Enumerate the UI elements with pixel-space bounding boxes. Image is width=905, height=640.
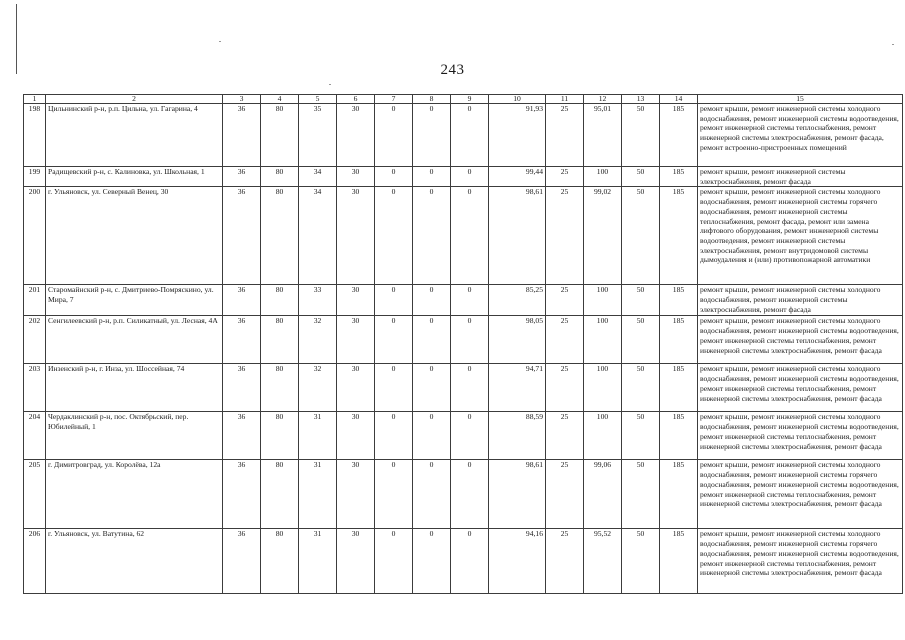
value-cell-7: 0 [375, 167, 413, 187]
value-cell-10: 98,61 [489, 460, 546, 529]
value-cell-13: 50 [622, 285, 660, 316]
value-cell-12: 99,06 [584, 460, 622, 529]
value-cell-14: 185 [660, 529, 698, 594]
value-cell-8: 0 [413, 412, 451, 460]
column-header-9: 9 [451, 95, 489, 104]
value-cell-5: 32 [299, 316, 337, 364]
row-number: 201 [24, 285, 46, 316]
table-row [24, 285, 903, 316]
value-cell-3: 36 [223, 412, 261, 460]
value-cell-14: 185 [660, 316, 698, 364]
row-number: 199 [24, 167, 46, 187]
value-cell-14: 185 [660, 104, 698, 167]
value-cell-8: 0 [413, 529, 451, 594]
column-header-7: 7 [375, 95, 413, 104]
value-cell-4: 80 [261, 104, 299, 167]
column-header-11: 11 [546, 95, 584, 104]
value-cell-7: 0 [375, 285, 413, 316]
works-cell: ремонт крыши, ремонт инженерной системы холодного водоснабжения, ремонт инженерной системы водоотведения, ремонт инженерной системы теплоснабжения, ремонт инженерной системы электроснабжения, ремонт фасада, ремонт встроенно-пристроенных помещений [698, 104, 903, 167]
value-cell-11: 25 [546, 364, 584, 412]
column-header-14: 14 [660, 95, 698, 104]
value-cell-11: 25 [546, 529, 584, 594]
value-cell-5: 34 [299, 187, 337, 285]
value-cell-4: 80 [261, 460, 299, 529]
value-cell-10: 91,93 [489, 104, 546, 167]
value-cell-9: 0 [451, 460, 489, 529]
column-header-15: 15 [698, 95, 903, 104]
address-cell: г. Ульяновск, ул. Ватутина, 62 [46, 529, 223, 594]
value-cell-3: 36 [223, 460, 261, 529]
value-cell-7: 0 [375, 460, 413, 529]
repair-register-table [23, 94, 903, 594]
value-cell-13: 50 [622, 529, 660, 594]
address-cell: г. Ульяновск, ул. Северный Венец, 30 [46, 187, 223, 285]
value-cell-10: 94,16 [489, 529, 546, 594]
value-cell-12: 95,52 [584, 529, 622, 594]
table-row [24, 187, 903, 285]
value-cell-6: 30 [337, 529, 375, 594]
value-cell-9: 0 [451, 187, 489, 285]
value-cell-6: 30 [337, 187, 375, 285]
column-header-5: 5 [299, 95, 337, 104]
value-cell-9: 0 [451, 167, 489, 187]
column-header-6: 6 [337, 95, 375, 104]
value-cell-7: 0 [375, 364, 413, 412]
column-header-13: 13 [622, 95, 660, 104]
value-cell-3: 36 [223, 285, 261, 316]
value-cell-3: 36 [223, 529, 261, 594]
works-cell: ремонт крыши, ремонт инженерной системы холодного водоснабжения, ремонт инженерной системы водоотведения, ремонт инженерной системы теплоснабжения, ремонт инженерной системы электроснабжения, ремонт фасада [698, 364, 903, 412]
value-cell-12: 100 [584, 364, 622, 412]
value-cell-13: 50 [622, 316, 660, 364]
value-cell-10: 98,61 [489, 187, 546, 285]
value-cell-8: 0 [413, 285, 451, 316]
address-cell: г. Димитровград, ул. Королёва, 12а [46, 460, 223, 529]
works-cell: ремонт крыши, ремонт инженерной системы электроснабжения, ремонт фасада [698, 167, 903, 187]
value-cell-6: 30 [337, 412, 375, 460]
column-header-10: 10 [489, 95, 546, 104]
table-body [24, 104, 903, 594]
row-number: 200 [24, 187, 46, 285]
value-cell-8: 0 [413, 167, 451, 187]
value-cell-14: 185 [660, 187, 698, 285]
value-cell-12: 99,02 [584, 187, 622, 285]
value-cell-12: 95,01 [584, 104, 622, 167]
value-cell-14: 185 [660, 412, 698, 460]
value-cell-11: 25 [546, 412, 584, 460]
value-cell-4: 80 [261, 364, 299, 412]
row-number: 205 [24, 460, 46, 529]
value-cell-8: 0 [413, 187, 451, 285]
value-cell-6: 30 [337, 167, 375, 187]
address-cell: Старомайнский р-н, с. Дмитриево-Помряскино, ул. Мира, 7 [46, 285, 223, 316]
column-header-4: 4 [261, 95, 299, 104]
address-cell: Сенгилеевский р-н, р.п. Силикатный, ул. Лесная, 4А [46, 316, 223, 364]
value-cell-8: 0 [413, 316, 451, 364]
value-cell-14: 185 [660, 167, 698, 187]
value-cell-9: 0 [451, 364, 489, 412]
value-cell-5: 31 [299, 412, 337, 460]
value-cell-5: 35 [299, 104, 337, 167]
column-header-1: 1 [24, 95, 46, 104]
column-number-row [24, 95, 903, 104]
table-row [24, 364, 903, 412]
value-cell-5: 31 [299, 529, 337, 594]
value-cell-5: 33 [299, 285, 337, 316]
value-cell-7: 0 [375, 187, 413, 285]
row-number: 198 [24, 104, 46, 167]
value-cell-3: 36 [223, 187, 261, 285]
value-cell-4: 80 [261, 187, 299, 285]
value-cell-11: 25 [546, 104, 584, 167]
value-cell-4: 80 [261, 529, 299, 594]
scan-speck [329, 84, 331, 85]
table-row [24, 167, 903, 187]
column-header-8: 8 [413, 95, 451, 104]
value-cell-11: 25 [546, 285, 584, 316]
value-cell-8: 0 [413, 460, 451, 529]
value-cell-9: 0 [451, 529, 489, 594]
table-row [24, 316, 903, 364]
value-cell-10: 85,25 [489, 285, 546, 316]
row-number: 206 [24, 529, 46, 594]
value-cell-14: 185 [660, 285, 698, 316]
value-cell-11: 25 [546, 167, 584, 187]
value-cell-7: 0 [375, 104, 413, 167]
value-cell-8: 0 [413, 104, 451, 167]
value-cell-13: 50 [622, 460, 660, 529]
column-header-2: 2 [46, 95, 223, 104]
value-cell-6: 30 [337, 460, 375, 529]
works-cell: ремонт крыши, ремонт инженерной системы холодного водоснабжения, ремонт инженерной системы горячего водоснабжения, ремонт инженерной системы теплоснабжения, ремонт фасада, ремонт или замена лифтового оборудования, ремонт инженерной системы водоотведения, ремонт инженерной системы электроснабжения, ремонт внутридомовой системы дымоудаления и (или) противопожарной автоматики [698, 187, 903, 285]
value-cell-3: 36 [223, 167, 261, 187]
value-cell-14: 185 [660, 364, 698, 412]
value-cell-4: 80 [261, 412, 299, 460]
table-row [24, 412, 903, 460]
page-number: 243 [440, 62, 465, 78]
value-cell-12: 100 [584, 316, 622, 364]
column-header-3: 3 [223, 95, 261, 104]
value-cell-5: 32 [299, 364, 337, 412]
row-number: 204 [24, 412, 46, 460]
value-cell-7: 0 [375, 316, 413, 364]
scan-speck [219, 41, 221, 42]
value-cell-13: 50 [622, 187, 660, 285]
value-cell-12: 100 [584, 285, 622, 316]
value-cell-5: 31 [299, 460, 337, 529]
works-cell: ремонт крыши, ремонт инженерной системы холодного водоснабжения, ремонт инженерной системы горячего водоснабжения, ремонт инженерной системы водоотведения, ремонт инженерной системы теплоснабжения, ремонт инженерной системы электроснабжения, ремонт фасада [698, 529, 903, 594]
value-cell-13: 50 [622, 104, 660, 167]
address-cell: Чердаклинский р-н, пос. Октябрьский, пер. Юбилейный, 1 [46, 412, 223, 460]
value-cell-3: 36 [223, 104, 261, 167]
value-cell-7: 0 [375, 412, 413, 460]
value-cell-11: 25 [546, 187, 584, 285]
column-header-12: 12 [584, 95, 622, 104]
value-cell-10: 99,44 [489, 167, 546, 187]
table-row [24, 104, 903, 167]
value-cell-4: 80 [261, 167, 299, 187]
address-cell: Инзенский р-н, г. Инза, ул. Шоссейная, 74 [46, 364, 223, 412]
value-cell-9: 0 [451, 104, 489, 167]
value-cell-12: 100 [584, 167, 622, 187]
value-cell-11: 25 [546, 460, 584, 529]
value-cell-9: 0 [451, 412, 489, 460]
table-row [24, 529, 903, 594]
value-cell-12: 100 [584, 412, 622, 460]
works-cell: ремонт крыши, ремонт инженерной системы холодного водоснабжения, ремонт инженерной системы водоотведения, ремонт инженерной системы теплоснабжения, ремонт инженерной системы электроснабжения, ремонт фасада [698, 316, 903, 364]
value-cell-8: 0 [413, 364, 451, 412]
value-cell-5: 34 [299, 167, 337, 187]
value-cell-13: 50 [622, 412, 660, 460]
value-cell-6: 30 [337, 285, 375, 316]
row-number: 203 [24, 364, 46, 412]
value-cell-4: 80 [261, 285, 299, 316]
value-cell-6: 30 [337, 364, 375, 412]
value-cell-3: 36 [223, 364, 261, 412]
value-cell-13: 50 [622, 364, 660, 412]
table-row [24, 460, 903, 529]
works-cell: ремонт крыши, ремонт инженерной системы холодного водоснабжения, ремонт инженерной системы водоотведения, ремонт инженерной системы теплоснабжения, ремонт инженерной системы электроснабжения, ремонт фасада [698, 412, 903, 460]
row-number: 202 [24, 316, 46, 364]
works-cell: ремонт крыши, ремонт инженерной системы холодного водоснабжения, ремонт инженерной системы горячего водоснабжения, ремонт инженерной системы водоотведения, ремонт инженерной системы теплоснабжения, ремонт инженерной системы электроснабжения, ремонт фасада [698, 460, 903, 529]
value-cell-6: 30 [337, 316, 375, 364]
address-cell: Радищевский р-н, с. Калиновка, ул. Школьная, 1 [46, 167, 223, 187]
address-cell: Цильнинский р-н, р.п. Цильна, ул. Гагарина, 4 [46, 104, 223, 167]
value-cell-10: 88,59 [489, 412, 546, 460]
scan-speck [892, 44, 894, 45]
value-cell-9: 0 [451, 316, 489, 364]
value-cell-14: 185 [660, 460, 698, 529]
value-cell-10: 94,71 [489, 364, 546, 412]
value-cell-11: 25 [546, 316, 584, 364]
value-cell-13: 50 [622, 167, 660, 187]
value-cell-6: 30 [337, 104, 375, 167]
value-cell-3: 36 [223, 316, 261, 364]
value-cell-4: 80 [261, 316, 299, 364]
works-cell: ремонт крыши, ремонт инженерной системы холодного водоснабжения, ремонт инженерной системы электроснабжения, ремонт фасада [698, 285, 903, 316]
value-cell-7: 0 [375, 529, 413, 594]
value-cell-10: 98,05 [489, 316, 546, 364]
value-cell-9: 0 [451, 285, 489, 316]
